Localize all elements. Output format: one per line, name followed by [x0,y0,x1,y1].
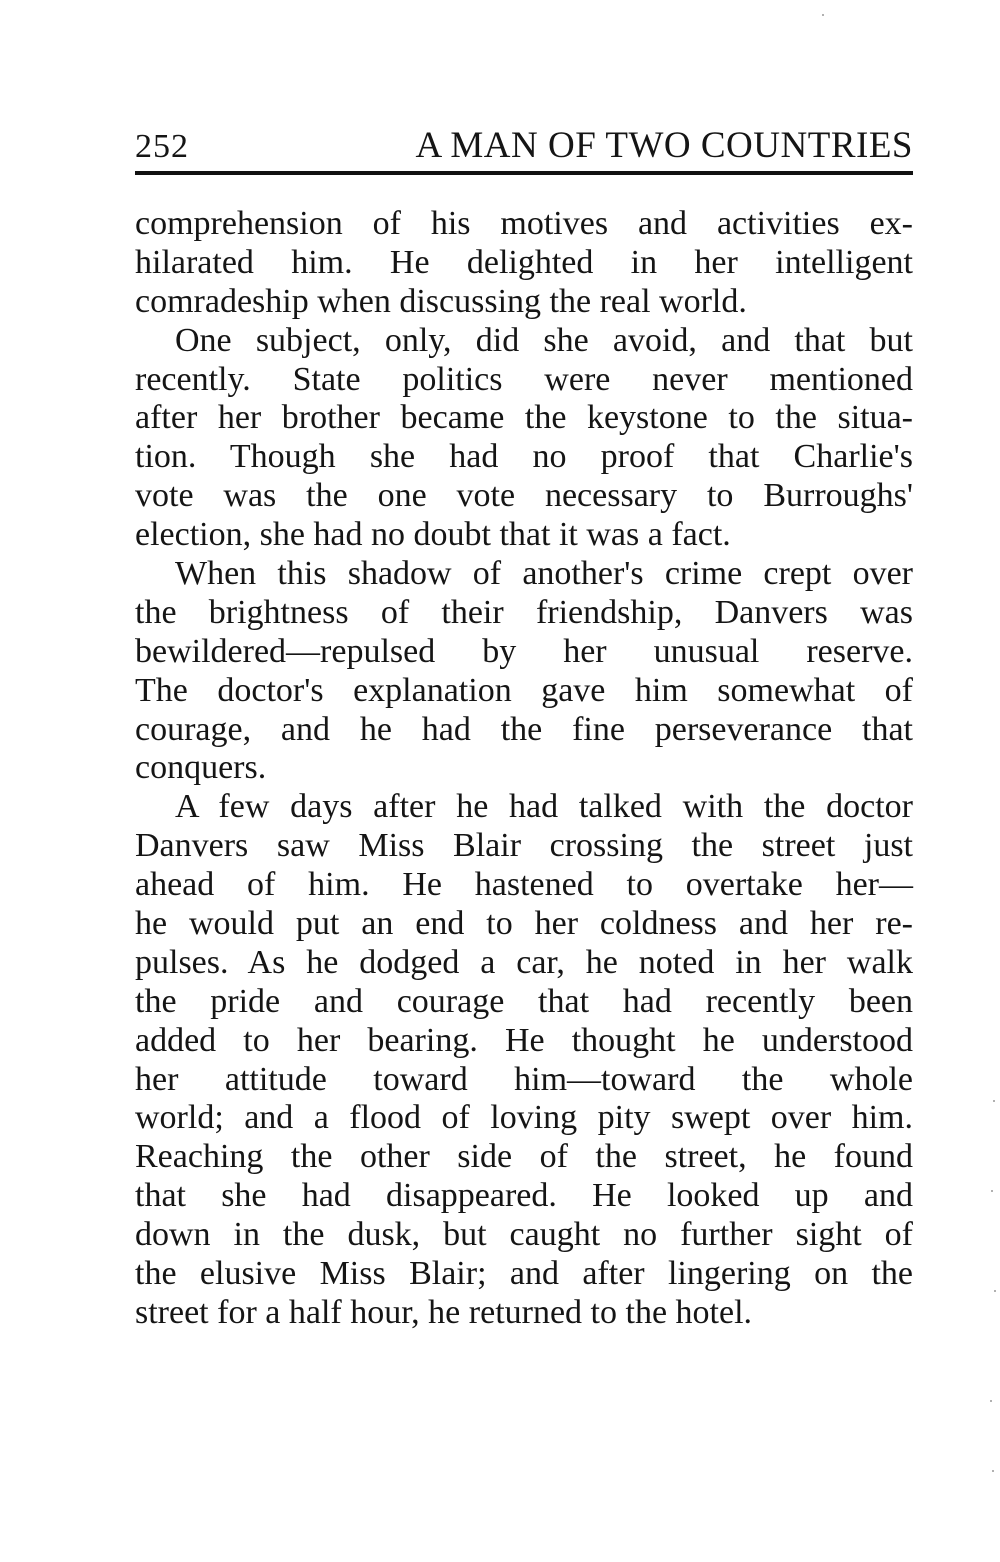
text-line: the brightness of their friendship, Danvers was [135,593,913,631]
text-line: that she had disappeared. He looked up and [135,1177,913,1215]
text-line: courage, and he had the fine perseverance that [135,710,913,748]
text-line: the elusive Miss Blair; and after lingering on the [135,1255,913,1293]
text-line: vote was the one vote necessary to Burroughs' [135,477,913,515]
text-line: comprehension of his motives and activities ex- [135,205,913,242]
running-head [135,120,913,172]
text-line: recently. State politics were never mentioned [135,360,913,398]
text-line: comradeship when discussing the real world. [135,282,747,320]
scan-speck [994,1290,996,1292]
scan-speck [992,1470,994,1472]
page-number: 252 [135,128,189,165]
text-line: her attitude toward him—toward the whole [135,1060,913,1098]
text-line: the pride and courage that had recently been [135,982,913,1020]
text-line: When this shadow of another's crime crept over [175,555,913,593]
text-line: ahead of him. He hastened to overtake her— [135,866,913,904]
text-line: The doctor's explanation gave him somewhat of [135,671,913,709]
scan-speck [990,1400,992,1402]
text-line: conquers. [135,749,267,787]
text-line: election, she had no doubt that it was a fact. [135,516,731,554]
text-line: bewildered—repulsed by her unusual reserve. [135,632,913,670]
running-title: A MAN OF TWO COUNTRIES [415,125,913,166]
text-line: street for a half hour, he returned to the hotel. [135,1293,753,1331]
scan-speck [991,1190,993,1192]
text-line: added to her bearing. He thought he understood [135,1021,913,1059]
text-line: he would put an end to her coldness and her re- [135,905,913,943]
header-rule [135,171,913,175]
text-line: Danvers saw Miss Blair crossing the street just [135,827,913,865]
text-line: A few days after he had talked with the doctor [175,788,913,826]
text-line: Reaching the other side of the street, he found [135,1138,913,1176]
text-line: after her brother became the keystone to the situa- [135,399,913,437]
text-line: world; and a flood of loving pity swept over him. [135,1099,913,1137]
body-text [135,205,913,1333]
scan-speck [822,14,824,16]
text-line: down in the dusk, but caught no further sight of [135,1216,913,1254]
text-line: pulses. As he dodged a car, he noted in her walk [135,943,913,981]
scan-speck [993,1100,995,1102]
text-line: tion. Though she had no proof that Charlie's [135,438,913,476]
text-line: One subject, only, did she avoid, and that but [175,321,913,359]
text-line: hilarated him. He delighted in her intelligent [135,243,913,281]
